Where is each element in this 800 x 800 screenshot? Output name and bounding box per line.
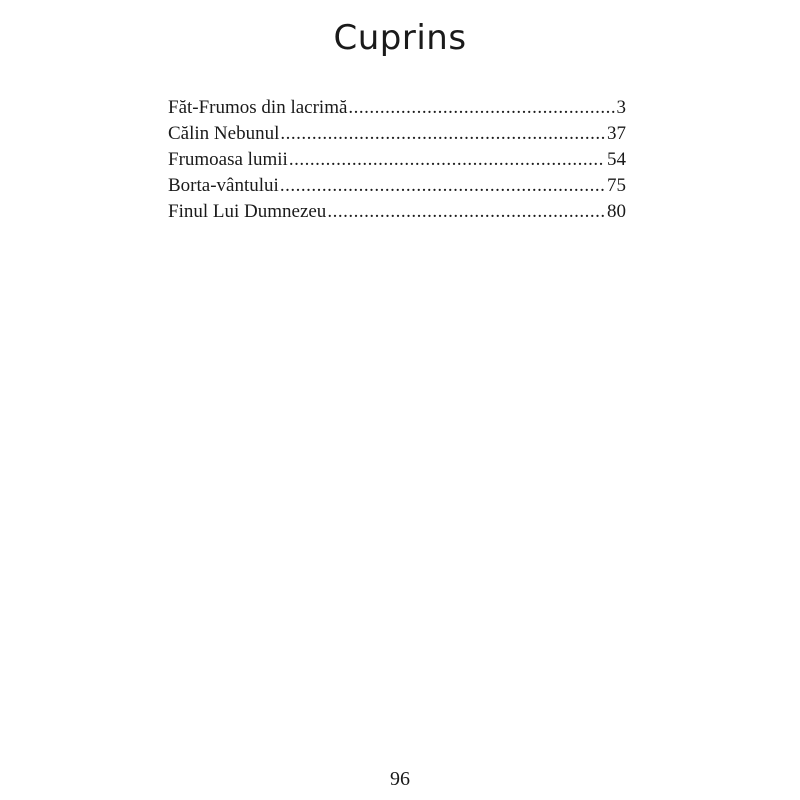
page-number: 96 — [390, 768, 410, 790]
toc-entry-page-number: 54 — [607, 149, 626, 170]
table-of-contents — [168, 95, 626, 225]
toc-entry[interactable] — [168, 95, 626, 121]
toc-entry-page-number: 75 — [607, 175, 626, 196]
toc-entry[interactable] — [168, 199, 626, 225]
toc-entry-page-number: 37 — [607, 123, 626, 144]
toc-entry[interactable] — [168, 147, 626, 173]
toc-entry-title: Frumoasa lumii — [168, 149, 288, 170]
toc-entry-title: Finul Lui Dumnezeu — [168, 201, 327, 222]
page-title: Cuprins — [333, 18, 467, 58]
toc-entry[interactable] — [168, 121, 626, 147]
toc-dot-leader — [289, 147, 605, 173]
toc-entry-page-number: 80 — [607, 201, 626, 222]
toc-dot-leader — [280, 121, 605, 147]
toc-dot-leader — [348, 95, 614, 121]
toc-entry-title: Făt-Frumos din lacrimă — [168, 97, 348, 118]
toc-entry-title: Borta-vântului — [168, 175, 279, 196]
toc-entry-page-number: 3 — [616, 97, 626, 118]
toc-entry[interactable] — [168, 173, 626, 199]
toc-entry-title: Călin Nebunul — [168, 123, 280, 144]
toc-dot-leader — [280, 173, 605, 199]
toc-dot-leader — [327, 199, 605, 225]
